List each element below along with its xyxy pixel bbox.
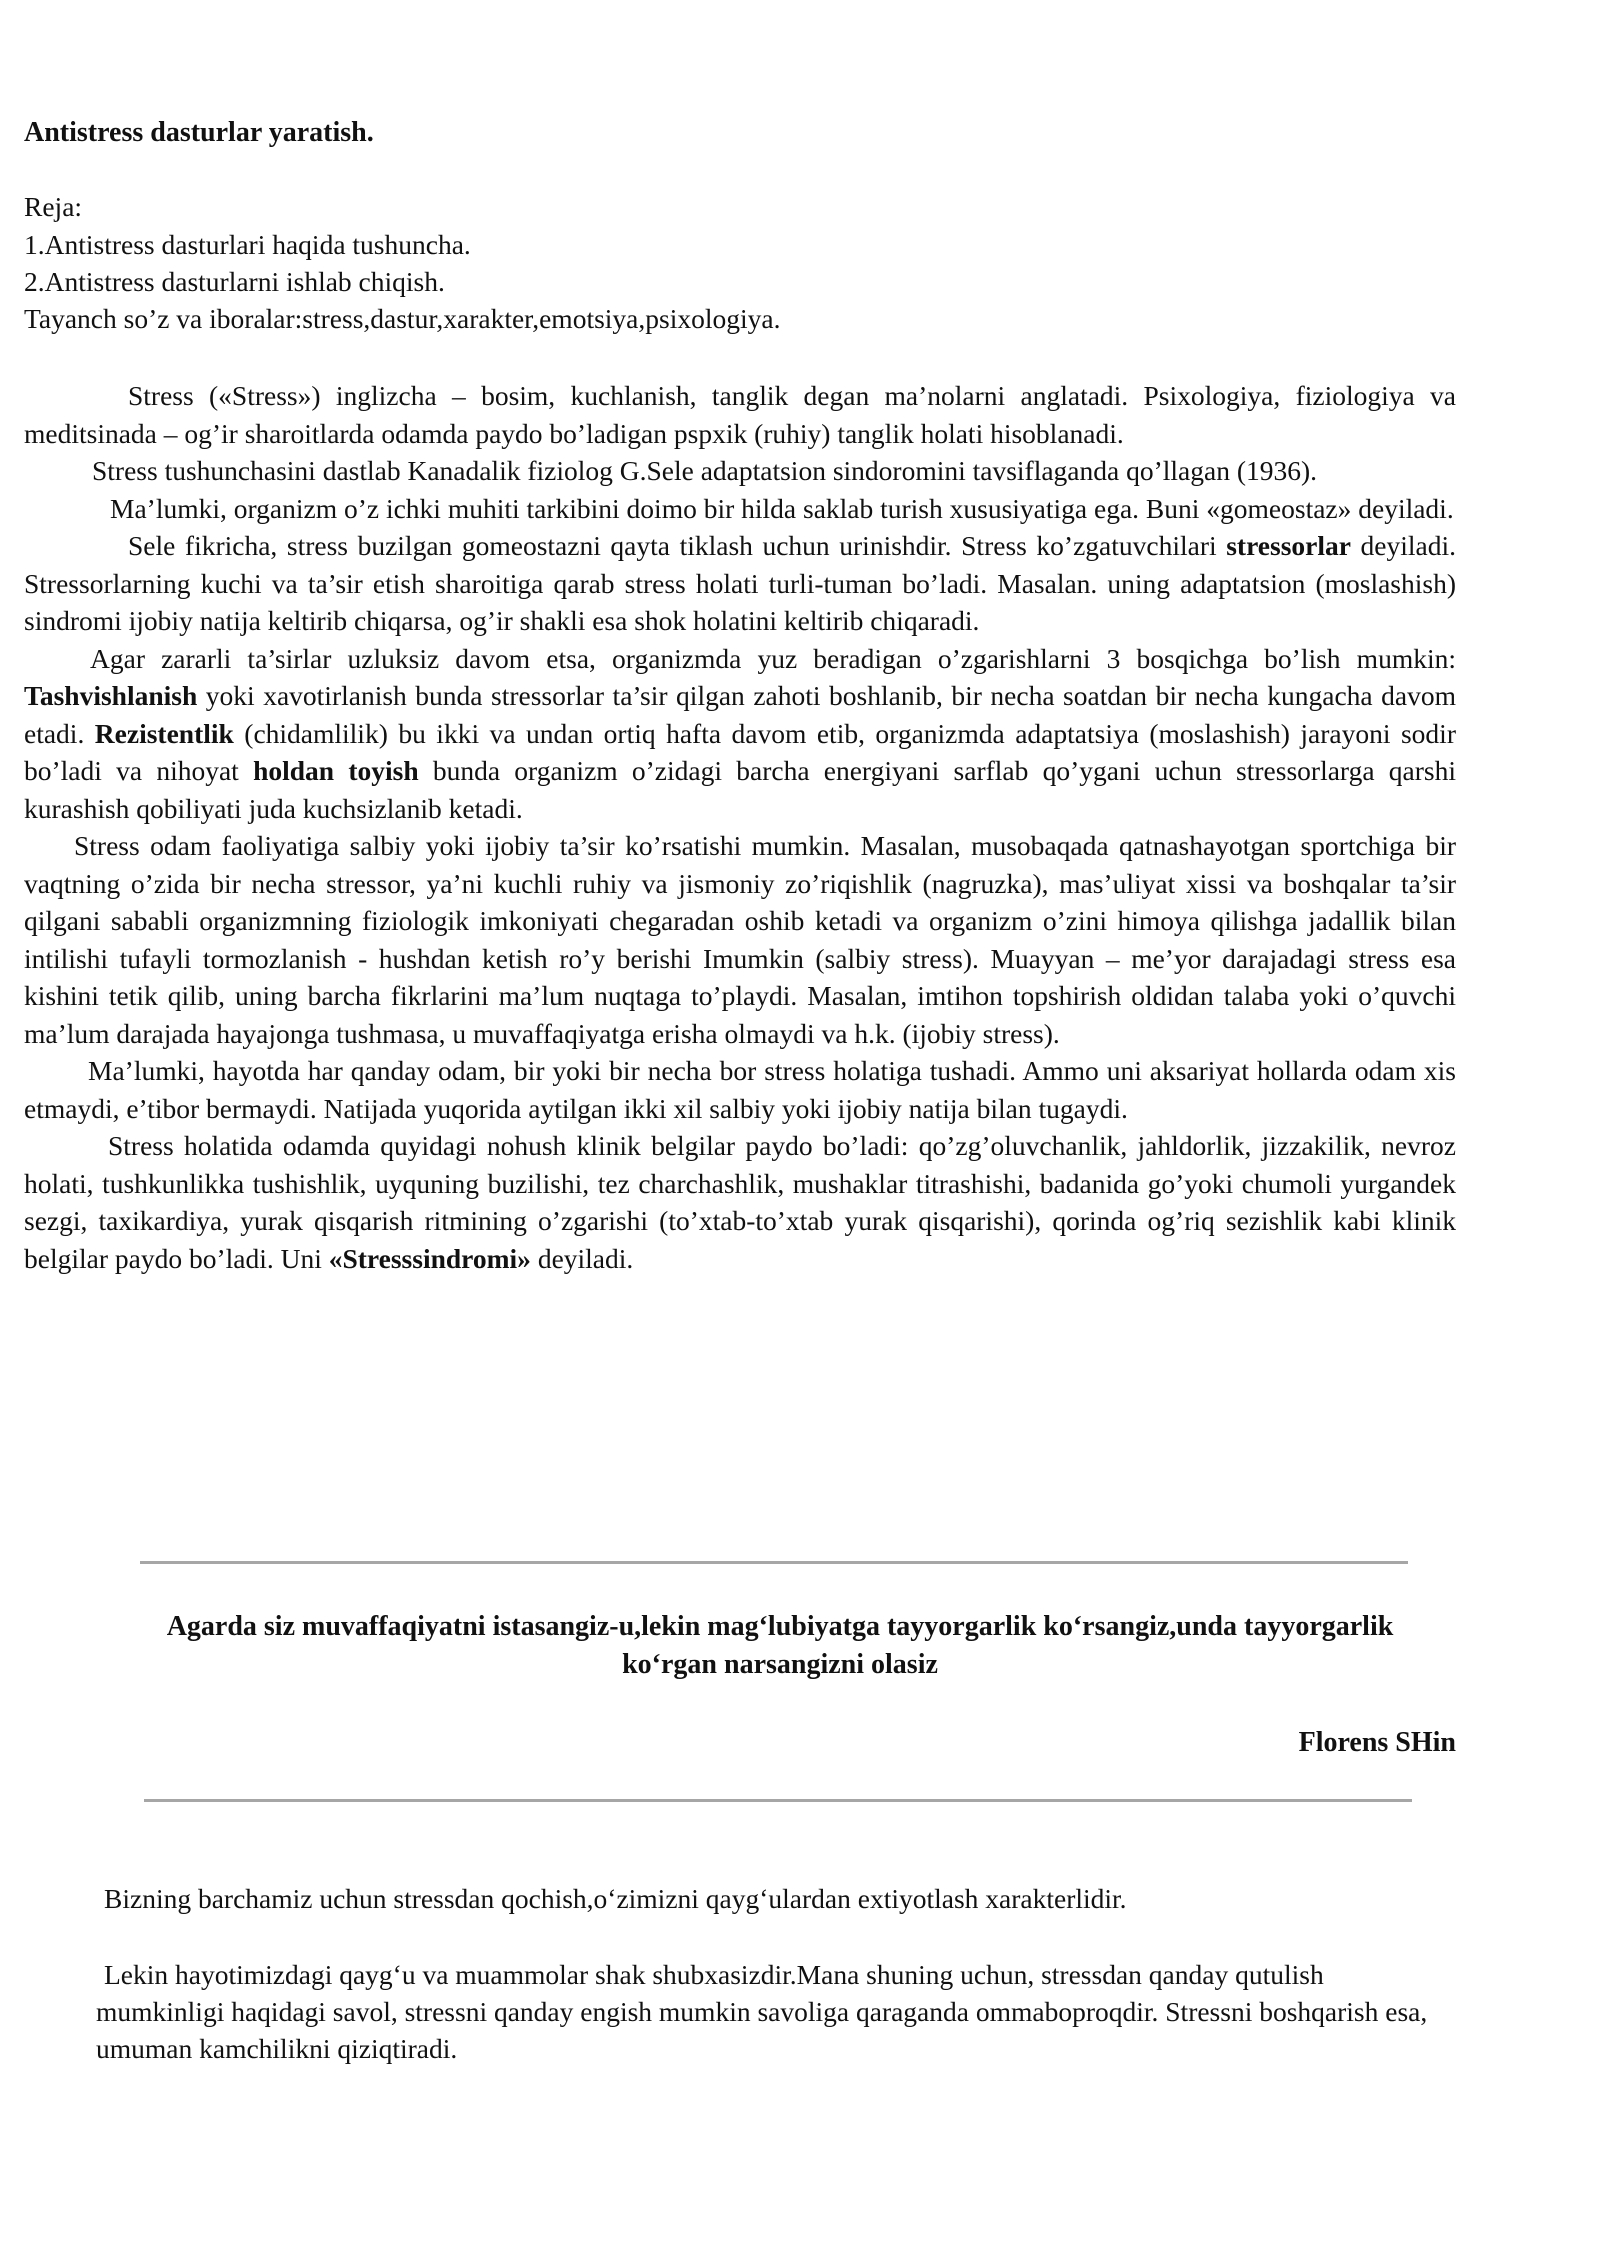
paragraph-definition [24,377,1456,452]
quote-text: Agarda siz muvaffaqiyatni istasangiz-u,lekin mag‘lubiyatga tayyorgarlik ko‘rsangiz,unda tayyorgarlik ko‘rgan narsangizni olasiz [166,1611,1394,1680]
paragraph-stressors-text-c: deyiladi. Stressorlarning kuchi va ta’sir etish sharoitiga qarab stress holati turli-tuman bo’ladi. Masalan. uning adaptatsion (moslashish) sindromi ijobiy natija keltirib chiqarsa, og’ir shakli esa shok holatini keltirib chiqaradi. [24,530,1456,636]
paragraph-effects [24,827,1456,1052]
quote-author: Florens SHin [1298,1727,1456,1758]
term-stresssindromi: «Stresssindromi» [328,1242,531,1274]
paragraph-homeostasis-text: Ma’lumki, organizm o’z ichki muhiti tarkibini doimo bir hilda saklab turish xususiyatiga ega. Buni «gomeostaz» deyiladi. [110,492,1454,524]
paragraph-stages-text-e: (chidamlilik) bu ikki va undan ortiq hafta davom etib, organizmda adaptatsiya (moslashish) jarayoni sodir bo’ladi va nihoyat [24,717,1456,786]
term-tashvishlanish: Tashvishlanish [24,680,198,711]
closing-paragraph-2-text: Lekin hayotimizdagi qayg‘u va muammolar shak shubxasizdir.Mana shuning uchun, stressdan qanday qutulish mumkinligi haqidagi savol, stressni qanday engish mumkin savoliga qaraganda ommaboproqdir. Stressni boshqarish esa, umuman kamchilikni qiziqtiradi. [96,1959,1428,2064]
paragraph-stages [24,640,1456,828]
paragraph-symptoms-text-a: Stress holatida odamda quyidagi nohush klinik belgilar paydo bo’ladi: qo’zg’oluvchanlik, jahldorlik, jizzakilik, nevroz holati, tushkunlikka tushishlik, uyquning buzilishi, tez charchashlik, mushaklar titrashishi, badanida go’yoki chumoli yurgandek sezgi, taxikardiya, yurak qisqarish ritmining o’zgarishi (to’xtab-to’xtab yurak qisqarishi), qorinda og’riq sezishlik kabi klinik belgilar paydo bo’ladi. Uni [24,1130,1456,1274]
paragraph-stages-text-c: yoki xavotirlanish bunda stressorlar ta’sir qilgan zahoti boshlanib, bir necha soatdan bir necha kungacha davom etadi. [24,680,1456,749]
paragraph-stages-text-g: bunda organizm o’zidagi barcha energiyani sarflab qo’ygani uchun stressorlarga qarshi kurashish qobiliyati juda kuchsizlanib ketadi. [24,755,1456,824]
body-text [24,377,1456,1277]
plan-heading: Reja: [24,191,83,222]
paragraph-everyone-text: Ma’lumki, hayotda har qanday odam, bir yoki bir necha bor stress holatiga tushadi. Ammo uni aksariyat hollarda odam xis etmaydi, e’tibor bermaydi. Natijada yuqorida aytilgan ikki xil salbiy yoki ijobiy natija bilan tugaydi. [24,1055,1456,1124]
paragraph-history [24,452,1456,490]
plan-item-1: 1.Antistress dasturlari haqida tushuncha. [24,229,471,260]
paragraph-symptoms-text-c: deyiladi. [530,1242,634,1274]
paragraph-definition-text: Stress («Stress») inglizcha – bosim, kuchlanish, tanglik degan ma’nolarni anglatadi. Psixologiya, fiziologiya va meditsinada – og’ir sharoitlarda odamda paydo bo’ladigan pspxik (ruhiy) tanglik holati hisoblanadi. [24,380,1456,449]
paragraph-stressors-text-a: Sele fikricha, stress buzilgan gomeostazni qayta tiklash uchun urinishdir. Stress ko’zgatuvchilari [128,530,1227,561]
term-holdan-toyish: holdan toyish [253,755,419,786]
paragraph-effects-text: Stress odam faoliyatiga salbiy yoki ijobiy ta’sir ko’rsatishi mumkin. Masalan, musobaqada qatnashayotgan sportchiga bir vaqtning o’zida bir necha stressor, ya’ni kuchli ruhiy va jismoniy zo’riqishlik (nagruzka), mas’uliyat xissi va boshqalar ta’sir qilgani sababli organizmning fiziologik imkoniyati chegaradan oshib ketadi va organizm o’zini himoya qilishga jadallik bilan intilishi tufayli tormozlanish - hushdan ketish ro’y berishi Imumkin (salbiy stress). Muayyan – me’yor darajadagi stress esa kishini tetik qilib, uning barcha fikrlarini ma’lum nuqtaga to’playdi. Masalan, imtihon topshirish oldidan talaba yoki o’quvchi ma’lum darajada hayajonga tushmasa, u muvaffaqiyatga erisha olmaydi va h.k. (ijobiy stress). [24,830,1456,1049]
paragraph-stages-text-a: Agar zararli ta’sirlar uzluksiz davom etsa, organizmda yuz beradigan o’zgarishlarni 3 bosqichga bo’lish mumkin: [90,642,1456,674]
plan-item-2: 2.Antistress dasturlarni ishlab chiqish. [24,266,445,297]
closing-paragraph-2 [96,1956,1456,2067]
top-divider [140,1561,1408,1564]
paragraph-stressors [24,527,1456,640]
term-stressorlar: stressorlar [1226,530,1351,561]
keywords-line: Tayanch so’z va iboralar:stress,dastur,xarakter,emotsiya,psixologiya. [24,303,781,334]
paragraph-everyone [24,1052,1456,1127]
paragraph-history-text: Stress tushunchasini dastlab Kanadalik fiziolog G.Sele adaptatsion sindoromini tavsiflaganda qo’llagan (1936). [92,455,1318,486]
term-rezistentlik: Rezistentlik [94,717,234,749]
document-title: Antistress dasturlar yaratish. [24,117,374,148]
paragraph-homeostasis [24,490,1456,528]
paragraph-symptoms [24,1127,1456,1277]
bottom-divider [144,1799,1412,1802]
closing-paragraph-1: Bizning barchamiz uchun stressdan qochish,o‘zimizni qayg‘ulardan extiyotlash xarakterlidir. [104,1883,1127,1914]
